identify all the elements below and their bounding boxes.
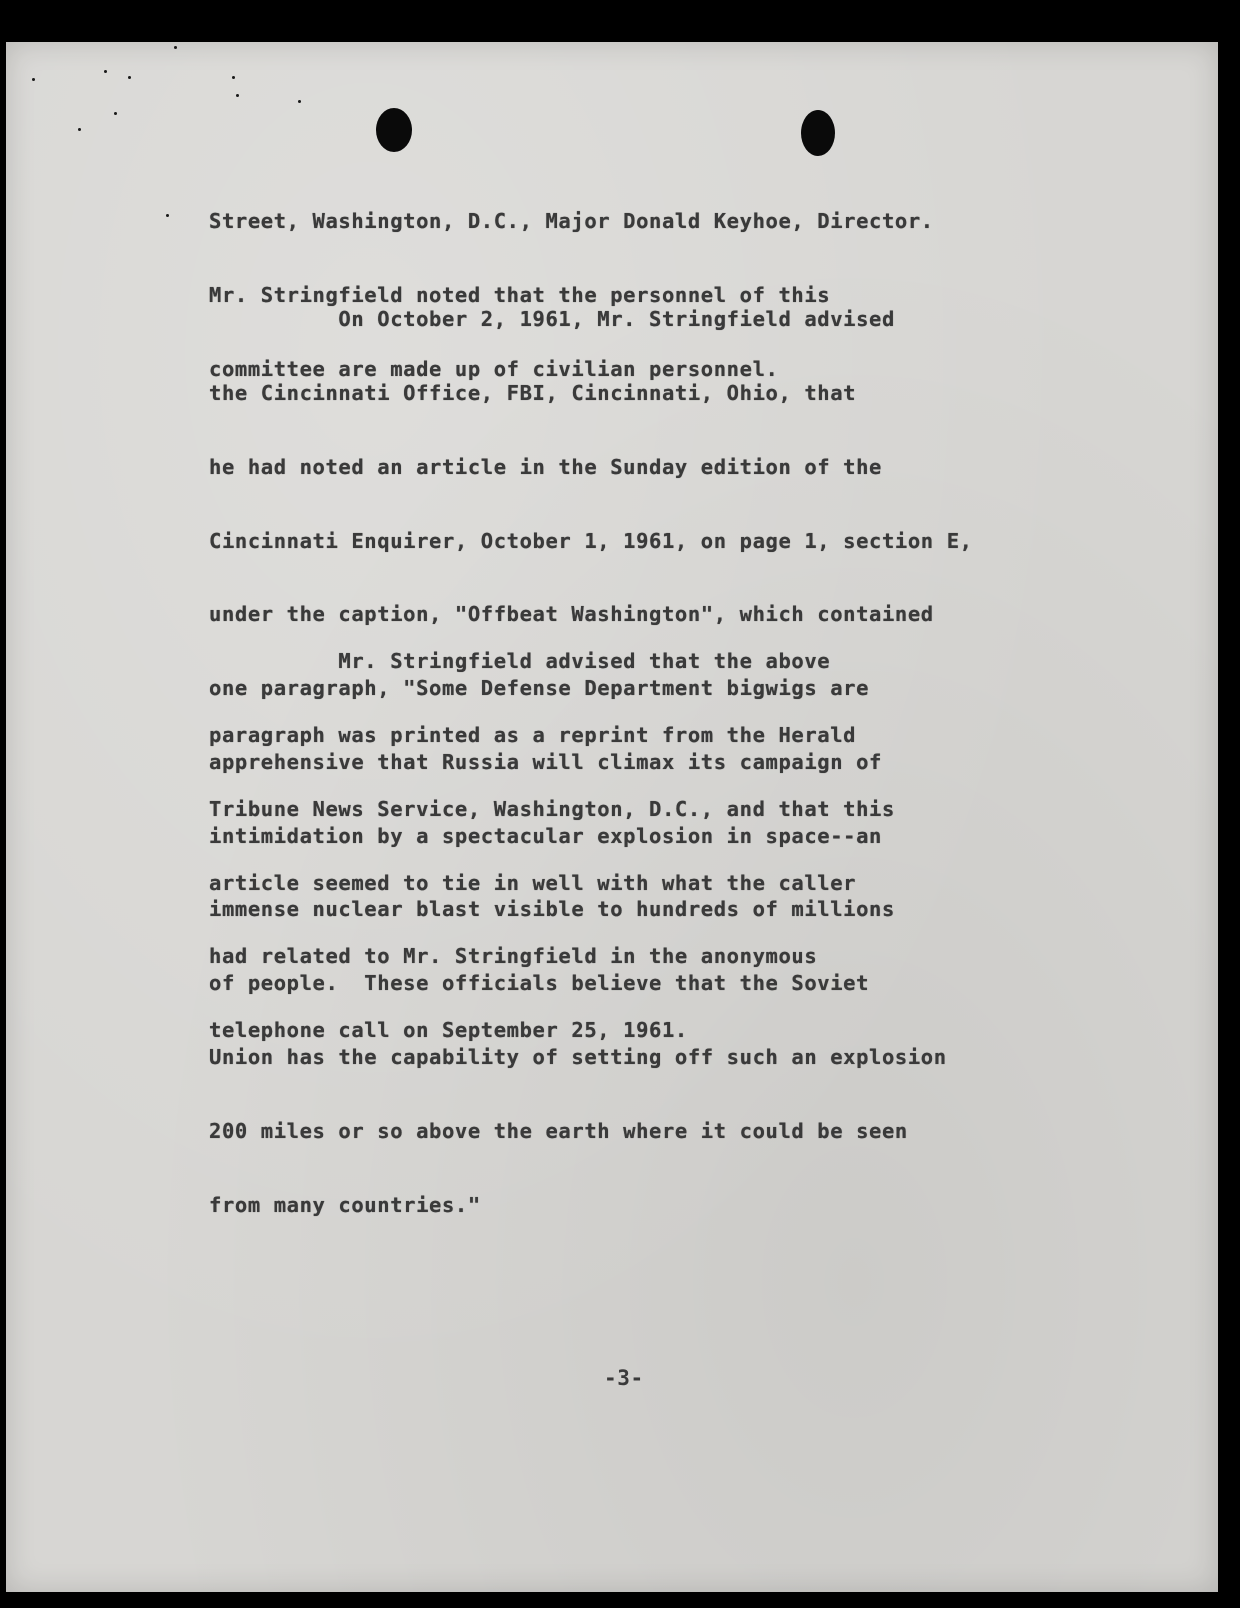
text-line: immense nuclear blast visible to hundreds of millions [209,897,895,922]
ink-speck [114,112,117,115]
ink-speck [78,128,81,131]
text-line: Union has the capability of setting off such an explosion [209,1045,947,1069]
text-line: the Cincinnati Office, FBI, Cincinnati, Ohio, that [209,380,857,405]
text-line: one paragraph, "Some Defense Department bigwigs are [209,676,870,701]
ink-speck [174,46,177,49]
text-line: 200 miles or so above the earth where it could be seen [209,1118,908,1143]
text-line: under the caption, "Offbeat Washington", which contained [209,602,934,627]
ink-speck [232,76,235,79]
text-line: Mr. Stringfield noted that the personnel of this [209,282,831,307]
text-line: Tribune News Service, Washington, D.C., and that this [209,796,895,821]
document-page [6,42,1218,1592]
text-line: Street, Washington, D.C., Major Donald Keyhoe, Director. [209,209,934,234]
text-line: Cincinnati Enquirer, October 1, 1961, on page 1, section E, [209,528,973,553]
text-line: intimidation by a spectacular explosion in space--an [209,823,882,848]
text-line: committee are made up of civilian personnel. [209,356,779,381]
ink-speck [236,94,239,97]
punch-hole-right [801,110,835,156]
ink-speck [32,78,35,81]
ink-speck [298,100,301,103]
text-line: On October 2, 1961, Mr. Stringfield advised [209,307,895,332]
text-line: he had noted an article in the Sunday edition of the [209,454,882,479]
text-line: paragraph was printed as a reprint from the Herald [209,722,857,747]
page-number: -3- [604,1366,644,1390]
ink-speck [166,214,169,217]
text-line: of people. These officials believe that the Soviet [209,971,870,996]
punch-hole-left [376,108,412,152]
ink-speck [128,76,131,79]
ink-speck [104,70,107,73]
text-line: apprehensive that Russia will climax its campaign of [209,749,882,774]
text-line: from many countries." [209,1192,481,1217]
paragraph-3 [209,600,895,1092]
text-line: had related to Mr. Stringfield in the anonymous [209,944,818,969]
text-line: telephone call on September 25, 1961. [209,1018,688,1043]
text-line: Mr. Stringfield advised that the above [209,649,831,674]
text-line: article seemed to tie in well with what the caller [209,870,857,895]
